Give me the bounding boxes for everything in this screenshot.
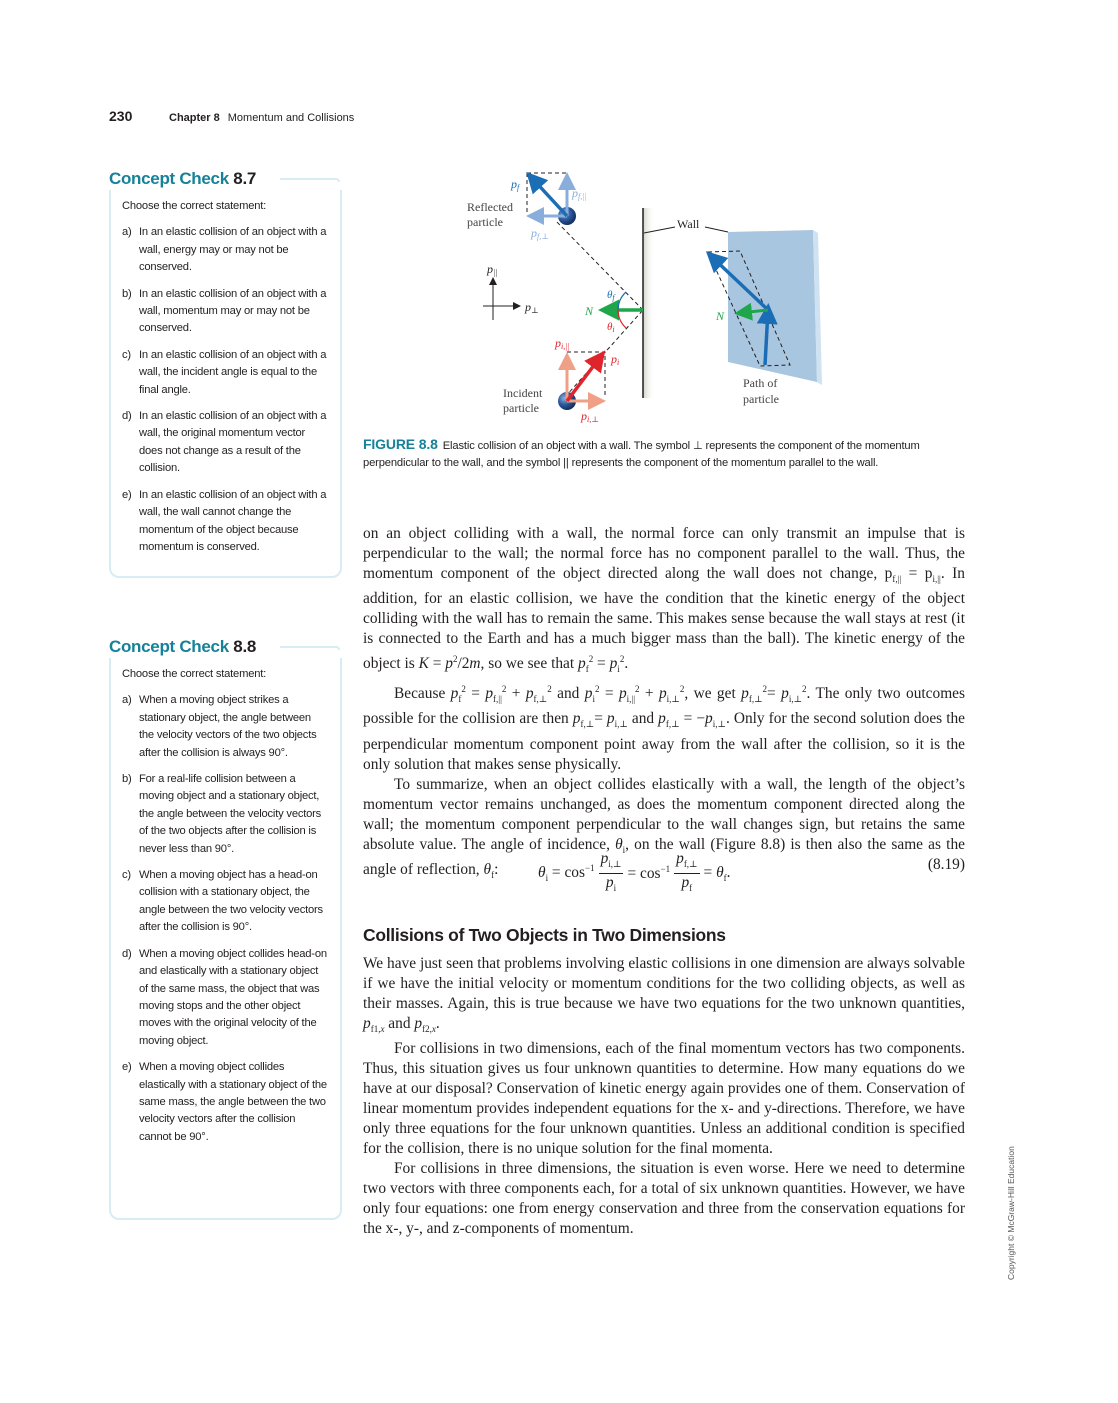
concept-check-8-8-title — [109, 637, 256, 657]
wall-label: Wall — [677, 217, 700, 231]
concept-check-label: Concept Check — [109, 637, 229, 656]
svg-text:pf,||: pf,|| — [572, 186, 587, 201]
chapter-label: Chapter 8 — [169, 112, 220, 124]
figure-caption — [363, 436, 963, 473]
concept-check-option-a: a) In an elastic collision of an object with a wall, energy may or may not be conserved. — [122, 226, 327, 274]
svg-text:θf: θf — [607, 289, 615, 302]
concept-check-option-a: a) When a moving object strikes a stationary object, the angle between the velocity vectors of the two objects after the collision is always 90°. — [122, 694, 317, 759]
paragraph: For collisions in two dimensions, each of the final momentum vectors has two components. Thus, this situation gives us four unknown quantities to determine. How many equations do we have at our disposal? Conservation of kinetic energy again provides one of them. Conservation of linear momentum provides independent equations for the x- and y-directions. Therefore, we have only three equations for the four unknown quantities. Unless an additional condition is specified for the collision, there is no unique solution for the final momenta. — [363, 1040, 965, 1158]
wall-shade — [643, 208, 655, 398]
concept-check-8-8 — [109, 658, 342, 1220]
paragraph: To summarize, when an object collides elastically with a wall, the length of the object’s momentum vector remains unchanged, as does the momentum component directed along the wall; the momentum component perpendicular to the wall changes sign, but retains the same absolute value. The angle of incidence, $\theta_i$, on the wall (Figure 8.8) is then also the same as the angle of reflection, $\theta_f$: — [363, 775, 965, 880]
concept-check-prompt: Choose the correct statement: — [122, 668, 267, 680]
concept-check-option-c: c) When a moving object has a head-on collision with a stationary object, the angle between the two velocity vectors after the collision is 90°. — [122, 869, 323, 934]
concept-check-number: 8.7 — [233, 169, 257, 188]
svg-text:pi,⊥: pi,⊥ — [581, 409, 599, 424]
concept-check-option-c: c) In an elastic collision of an object with a wall, the incident angle is equal to the final angle. — [122, 348, 327, 396]
concept-check-option-e: e) When a moving object collides elastically with a stationary object of the same mass, the angle between the two velocity vectors after the collision cannot be 90°. — [122, 1061, 327, 1143]
svg-text:pi,||: pi,|| — [555, 336, 570, 351]
figure-label: FIGURE 8.8 — [363, 436, 438, 452]
copyright-notice: Copyright © McGraw-Hill Education — [1006, 1146, 1016, 1280]
running-head — [109, 108, 354, 124]
concept-check-option-d: d) When a moving object collides head-on and elastically with a stationary object of the same mass, the object that was moving stops and the other object moves with the original velocity of the moving object. — [122, 947, 327, 1047]
concept-check-option-b: b) For a real-life collision between a moving object and a stationary object, the angle between the velocity vectors of the two objects after the collision is never less than 90°. — [122, 773, 322, 855]
svg-text:pi: pi — [611, 352, 620, 367]
page-number: 230 — [109, 108, 133, 124]
concept-check-8-7-title — [109, 169, 256, 189]
svg-text:p⊥: p⊥ — [525, 300, 539, 315]
concept-check-option-e: e) In an elastic collision of an object with a wall, the wall cannot change the momentum of the object because momentum is conserved. — [122, 488, 327, 553]
concept-check-8-7 — [109, 190, 342, 578]
paragraph: Because $p_f^2 = p_{f,||}^2 + p_{f,\perp}^2$ and $p_i^2 = p_{i,||}^2 + p_{i,\perp}^2$, we get $p_{f,\perp}^2= p_{i,\perp}^2$. The only two outcomes possible for the collision are then $p_{f,\perp}= p_{i,\perp}$ and $p_{f,\perp} = -p_{i,\perp}$. Only for the second solution does the perpendicular momentum component point away from the wall after the collision, so it is the only solution that makes sense physically. — [363, 684, 965, 773]
figure-caption-text: Elastic collision of an object with a wall. The symbol ⊥ represents the component of the momentum perpendicular to the wall, and the symbol || represents the component of the momentum parallel to the wall. — [363, 440, 920, 470]
figure-8-8-diagram — [440, 165, 840, 430]
chapter-title: Momentum and Collisions — [227, 112, 355, 124]
concept-check-prompt: Choose the correct statement: — [122, 200, 267, 212]
svg-text:pf: pf — [511, 177, 520, 192]
paragraph: We have just seen that problems involving elastic collisions in one dimension are always solvable if we have the initial velocity or momentum conditions for the two colliding objects, as well as their masses. Again, this is true because we have two equations for the two unknown quantities, $p_{f1,x}$ and $p_{f2,x}$. — [363, 955, 965, 1035]
paragraph: For collisions in three dimensions, the situation is even worse. Here we need to determine two vectors with three components each, for a total of six unknown quantities. However, we have only four equations: one from energy conservation and three from the conservation equations for the x-, y-, and z-components of momentum. — [363, 1160, 965, 1238]
body-text-block-1 — [363, 524, 965, 885]
path-label-2: particle — [743, 392, 779, 406]
svg-text:N: N — [716, 309, 725, 323]
concept-check-border — [280, 646, 340, 650]
equation-8-19: $\theta_i = \cos^{-1}$ $\frac{p_{i,\perp}}{p_i}$ = $\cos^{-1}$ $\frac{p_{f,\perp}}{p_f}$ = $\theta_f$. (8.19) — [538, 850, 965, 894]
reflected-label-2: particle — [467, 215, 503, 229]
concept-check-option-b: b) In an elastic collision of an object with a wall, momentum may or may not be conserved. — [122, 287, 327, 335]
svg-text:pf,⊥: pf,⊥ — [531, 226, 549, 241]
svg-text:θi: θi — [607, 321, 615, 334]
concept-check-border — [280, 178, 340, 182]
incident-label-2: particle — [503, 401, 539, 415]
path-label-1: Path of — [743, 376, 778, 390]
reflected-label-1: Reflected — [467, 200, 513, 214]
svg-text:p||: p|| — [487, 262, 498, 277]
wall-panel — [728, 230, 817, 382]
concept-check-label: Concept Check — [109, 169, 229, 188]
incident-label-1: Incident — [503, 386, 543, 400]
concept-check-option-d: d) In an elastic collision of an object with a wall, the original momentum vector does not change as a result of the collision. — [122, 410, 327, 475]
normal-label: N — [585, 304, 594, 318]
paragraph: on an object colliding with a wall, the normal force can only transmit an impulse that is perpendicular to the wall; the normal force has no component parallel to the wall. Thus, the momentum component of the object directed along the wall does not change, $p_{f,||} = p_{i,||}$. In addition, for an elastic collision, we have the condition that the kinetic energy of the object colliding with the wall has to remain the same. This makes sense because the wall stays at rest (it is connected to the Earth and has a much bigger mass than the ball). The kinetic energy of the object is $K = p^2/2m$, so we see that $p_f^2 = p_i^2$. — [363, 525, 965, 675]
section-heading: Collisions of Two Objects in Two Dimensions — [363, 925, 726, 945]
equation-number: (8.19) — [927, 856, 965, 873]
concept-check-number: 8.8 — [233, 637, 257, 656]
body-text-block-2 — [363, 954, 965, 1239]
